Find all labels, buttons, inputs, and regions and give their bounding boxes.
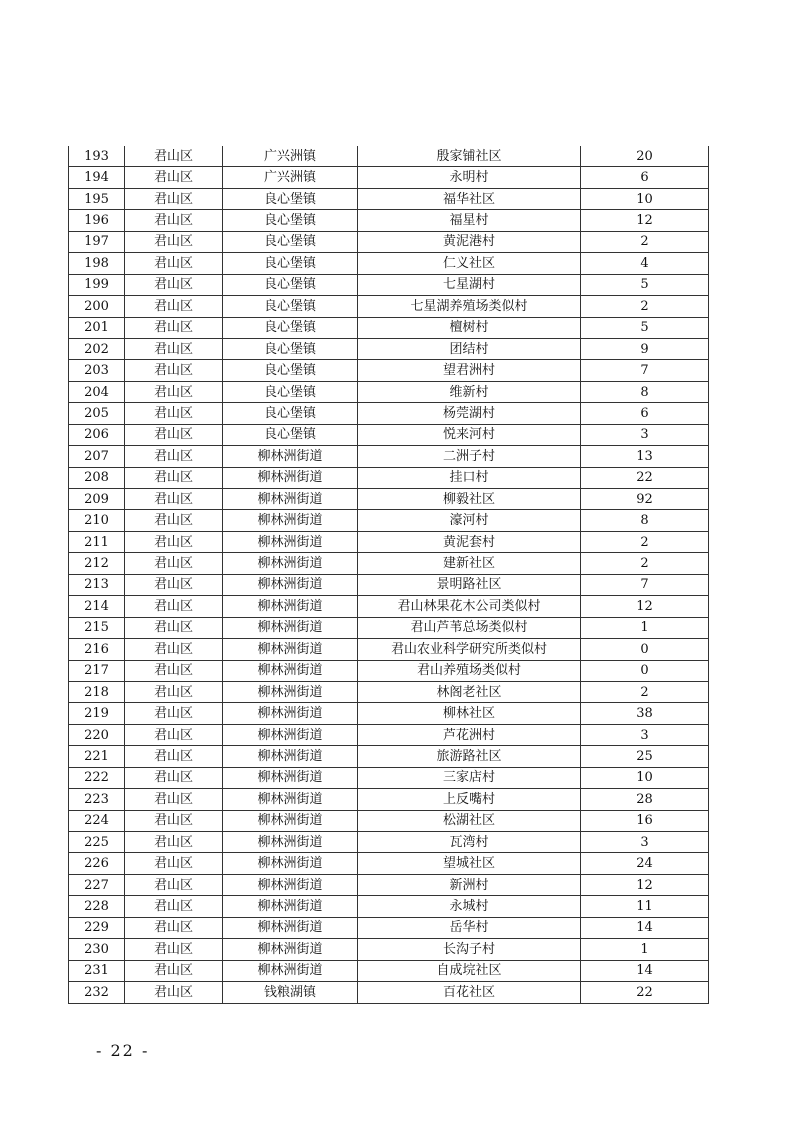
table-row [69,832,709,853]
table-row [69,510,709,531]
cell-village: 挂口村 [358,467,581,488]
cell-count: 10 [581,767,709,788]
cell-district: 君山区 [125,939,223,960]
cell-count: 14 [581,960,709,981]
cell-village: 松湖社区 [358,810,581,831]
cell-index: 217 [69,660,125,681]
cell-count: 8 [581,510,709,531]
cell-index: 194 [69,167,125,188]
cell-index: 215 [69,617,125,638]
cell-village: 新洲村 [358,874,581,895]
cell-count: 14 [581,917,709,938]
table-row [69,424,709,445]
table-row [69,531,709,552]
cell-village: 七星湖村 [358,274,581,295]
cell-township: 柳林洲街道 [223,832,358,853]
cell-village: 黄泥港村 [358,231,581,252]
table-row [69,767,709,788]
cell-index: 218 [69,681,125,702]
cell-index: 208 [69,467,125,488]
table-row [69,939,709,960]
cell-index: 225 [69,832,125,853]
cell-count: 92 [581,489,709,510]
cell-count: 2 [581,553,709,574]
cell-village: 悦来河村 [358,424,581,445]
cell-township: 柳林洲街道 [223,467,358,488]
cell-index: 226 [69,853,125,874]
cell-village: 长沟子村 [358,939,581,960]
cell-index: 211 [69,531,125,552]
cell-village: 百花社区 [358,982,581,1003]
cell-district: 君山区 [125,724,223,745]
cell-village: 景明路社区 [358,574,581,595]
cell-index: 232 [69,982,125,1003]
cell-district: 君山区 [125,317,223,338]
table-row [69,146,709,167]
cell-count: 25 [581,746,709,767]
cell-village: 仁义社区 [358,253,581,274]
cell-index: 231 [69,960,125,981]
table-row [69,617,709,638]
cell-index: 199 [69,274,125,295]
table-row [69,789,709,810]
cell-village: 檀树村 [358,317,581,338]
cell-village: 建新社区 [358,553,581,574]
cell-count: 24 [581,853,709,874]
cell-village: 岳华村 [358,917,581,938]
cell-count: 7 [581,360,709,381]
cell-township: 良心堡镇 [223,424,358,445]
cell-index: 198 [69,253,125,274]
cell-township: 柳林洲街道 [223,810,358,831]
cell-index: 222 [69,767,125,788]
table-row [69,703,709,724]
cell-district: 君山区 [125,810,223,831]
cell-village: 瓦湾村 [358,832,581,853]
cell-district: 君山区 [125,832,223,853]
cell-district: 君山区 [125,703,223,724]
cell-index: 203 [69,360,125,381]
cell-village: 三家店村 [358,767,581,788]
cell-count: 12 [581,210,709,231]
cell-district: 君山区 [125,231,223,252]
cell-count: 0 [581,660,709,681]
cell-index: 197 [69,231,125,252]
table-row [69,317,709,338]
cell-district: 君山区 [125,853,223,874]
cell-township: 柳林洲街道 [223,617,358,638]
cell-village: 永城村 [358,896,581,917]
cell-index: 209 [69,489,125,510]
cell-township: 良心堡镇 [223,253,358,274]
table-row [69,553,709,574]
cell-count: 28 [581,789,709,810]
cell-township: 柳林洲街道 [223,639,358,660]
cell-township: 良心堡镇 [223,338,358,359]
cell-index: 230 [69,939,125,960]
cell-village: 芦花洲村 [358,724,581,745]
cell-township: 柳林洲街道 [223,510,358,531]
cell-index: 227 [69,874,125,895]
cell-count: 12 [581,874,709,895]
cell-township: 柳林洲街道 [223,939,358,960]
cell-count: 6 [581,167,709,188]
cell-count: 2 [581,681,709,702]
cell-village: 福星村 [358,210,581,231]
table-row [69,574,709,595]
cell-index: 200 [69,296,125,317]
cell-district: 君山区 [125,574,223,595]
table-row [69,167,709,188]
cell-index: 195 [69,188,125,209]
cell-township: 柳林洲街道 [223,703,358,724]
cell-village: 柳林社区 [358,703,581,724]
table-row [69,188,709,209]
cell-count: 1 [581,939,709,960]
cell-township: 柳林洲街道 [223,553,358,574]
cell-township: 柳林洲街道 [223,531,358,552]
cell-count: 0 [581,639,709,660]
cell-district: 君山区 [125,446,223,467]
table-row [69,403,709,424]
cell-count: 8 [581,381,709,402]
table-row [69,231,709,252]
cell-township: 广兴洲镇 [223,146,358,167]
cell-index: 212 [69,553,125,574]
cell-count: 6 [581,403,709,424]
cell-township: 良心堡镇 [223,403,358,424]
cell-township: 良心堡镇 [223,274,358,295]
cell-district: 君山区 [125,896,223,917]
cell-district: 君山区 [125,660,223,681]
cell-district: 君山区 [125,767,223,788]
cell-index: 219 [69,703,125,724]
table-row [69,596,709,617]
cell-count: 1 [581,617,709,638]
cell-count: 4 [581,253,709,274]
cell-village: 自成垸社区 [358,960,581,981]
cell-count: 5 [581,317,709,338]
table-row [69,746,709,767]
cell-township: 柳林洲街道 [223,853,358,874]
cell-township: 柳林洲街道 [223,489,358,510]
cell-count: 2 [581,531,709,552]
cell-township: 良心堡镇 [223,188,358,209]
records-table-body [69,146,709,1003]
cell-index: 207 [69,446,125,467]
cell-count: 11 [581,896,709,917]
cell-district: 君山区 [125,531,223,552]
cell-count: 20 [581,146,709,167]
cell-index: 204 [69,381,125,402]
cell-index: 220 [69,724,125,745]
cell-village: 永明村 [358,167,581,188]
cell-count: 3 [581,832,709,853]
page-number: - 22 - [96,1041,150,1060]
cell-township: 良心堡镇 [223,360,358,381]
cell-count: 9 [581,338,709,359]
table-row [69,896,709,917]
cell-district: 君山区 [125,917,223,938]
cell-count: 5 [581,274,709,295]
cell-district: 君山区 [125,960,223,981]
cell-village: 福华社区 [358,188,581,209]
cell-count: 3 [581,424,709,445]
cell-district: 君山区 [125,639,223,660]
cell-count: 3 [581,724,709,745]
cell-index: 193 [69,146,125,167]
cell-township: 良心堡镇 [223,381,358,402]
cell-count: 22 [581,467,709,488]
cell-village: 旅游路社区 [358,746,581,767]
cell-township: 柳林洲街道 [223,681,358,702]
cell-district: 君山区 [125,596,223,617]
cell-district: 君山区 [125,489,223,510]
cell-township: 柳林洲街道 [223,660,358,681]
cell-township: 柳林洲街道 [223,917,358,938]
cell-district: 君山区 [125,338,223,359]
cell-district: 君山区 [125,746,223,767]
cell-count: 10 [581,188,709,209]
table-row [69,296,709,317]
cell-township: 柳林洲街道 [223,724,358,745]
cell-township: 柳林洲街道 [223,874,358,895]
table-row [69,381,709,402]
cell-index: 206 [69,424,125,445]
cell-township: 柳林洲街道 [223,896,358,917]
cell-village: 黄泥套村 [358,531,581,552]
cell-township: 柳林洲街道 [223,446,358,467]
cell-count: 7 [581,574,709,595]
cell-district: 君山区 [125,403,223,424]
cell-index: 201 [69,317,125,338]
cell-village: 君山农业科学研究所类似村 [358,639,581,660]
cell-township: 柳林洲街道 [223,960,358,981]
table-row [69,874,709,895]
table-row [69,917,709,938]
cell-district: 君山区 [125,210,223,231]
cell-district: 君山区 [125,617,223,638]
cell-index: 221 [69,746,125,767]
table-row [69,338,709,359]
cell-district: 君山区 [125,424,223,445]
cell-count: 16 [581,810,709,831]
table-row [69,467,709,488]
cell-index: 224 [69,810,125,831]
cell-district: 君山区 [125,188,223,209]
cell-village: 柳毅社区 [358,489,581,510]
records-table [68,146,709,1004]
cell-village: 上反嘴村 [358,789,581,810]
cell-district: 君山区 [125,681,223,702]
table-row [69,681,709,702]
cell-village: 维新村 [358,381,581,402]
cell-township: 良心堡镇 [223,296,358,317]
cell-district: 君山区 [125,146,223,167]
table-row [69,253,709,274]
cell-district: 君山区 [125,167,223,188]
table-row [69,660,709,681]
table-row [69,853,709,874]
cell-village: 林阁老社区 [358,681,581,702]
cell-village: 君山林果花木公司类似村 [358,596,581,617]
cell-township: 柳林洲街道 [223,767,358,788]
cell-district: 君山区 [125,360,223,381]
cell-index: 216 [69,639,125,660]
cell-index: 205 [69,403,125,424]
table-row [69,960,709,981]
cell-district: 君山区 [125,274,223,295]
cell-count: 38 [581,703,709,724]
cell-township: 良心堡镇 [223,317,358,338]
cell-index: 202 [69,338,125,359]
cell-index: 223 [69,789,125,810]
cell-township: 广兴洲镇 [223,167,358,188]
cell-count: 22 [581,982,709,1003]
cell-index: 213 [69,574,125,595]
cell-count: 2 [581,296,709,317]
table-row [69,639,709,660]
table-row [69,724,709,745]
cell-village: 杨莞湖村 [358,403,581,424]
table-row [69,489,709,510]
cell-township: 良心堡镇 [223,210,358,231]
cell-district: 君山区 [125,982,223,1003]
cell-village: 殷家铺社区 [358,146,581,167]
cell-township: 柳林洲街道 [223,746,358,767]
table-row [69,446,709,467]
cell-index: 210 [69,510,125,531]
cell-district: 君山区 [125,381,223,402]
cell-village: 团结村 [358,338,581,359]
cell-index: 196 [69,210,125,231]
cell-village: 七星湖养殖场类似村 [358,296,581,317]
cell-township: 钱粮湖镇 [223,982,358,1003]
cell-village: 望城社区 [358,853,581,874]
cell-district: 君山区 [125,553,223,574]
cell-village: 君山芦苇总场类似村 [358,617,581,638]
table-row [69,274,709,295]
table-row [69,360,709,381]
cell-count: 2 [581,231,709,252]
cell-township: 良心堡镇 [223,231,358,252]
cell-district: 君山区 [125,789,223,810]
cell-district: 君山区 [125,296,223,317]
cell-index: 229 [69,917,125,938]
cell-district: 君山区 [125,253,223,274]
cell-index: 214 [69,596,125,617]
cell-index: 228 [69,896,125,917]
cell-township: 柳林洲街道 [223,596,358,617]
cell-count: 12 [581,596,709,617]
cell-district: 君山区 [125,874,223,895]
table-row [69,982,709,1003]
cell-village: 君山养殖场类似村 [358,660,581,681]
table-row [69,810,709,831]
cell-township: 柳林洲街道 [223,574,358,595]
cell-village: 望君洲村 [358,360,581,381]
cell-township: 柳林洲街道 [223,789,358,810]
cell-district: 君山区 [125,510,223,531]
table-row [69,210,709,231]
cell-village: 濠河村 [358,510,581,531]
cell-count: 13 [581,446,709,467]
cell-district: 君山区 [125,467,223,488]
cell-village: 二洲子村 [358,446,581,467]
